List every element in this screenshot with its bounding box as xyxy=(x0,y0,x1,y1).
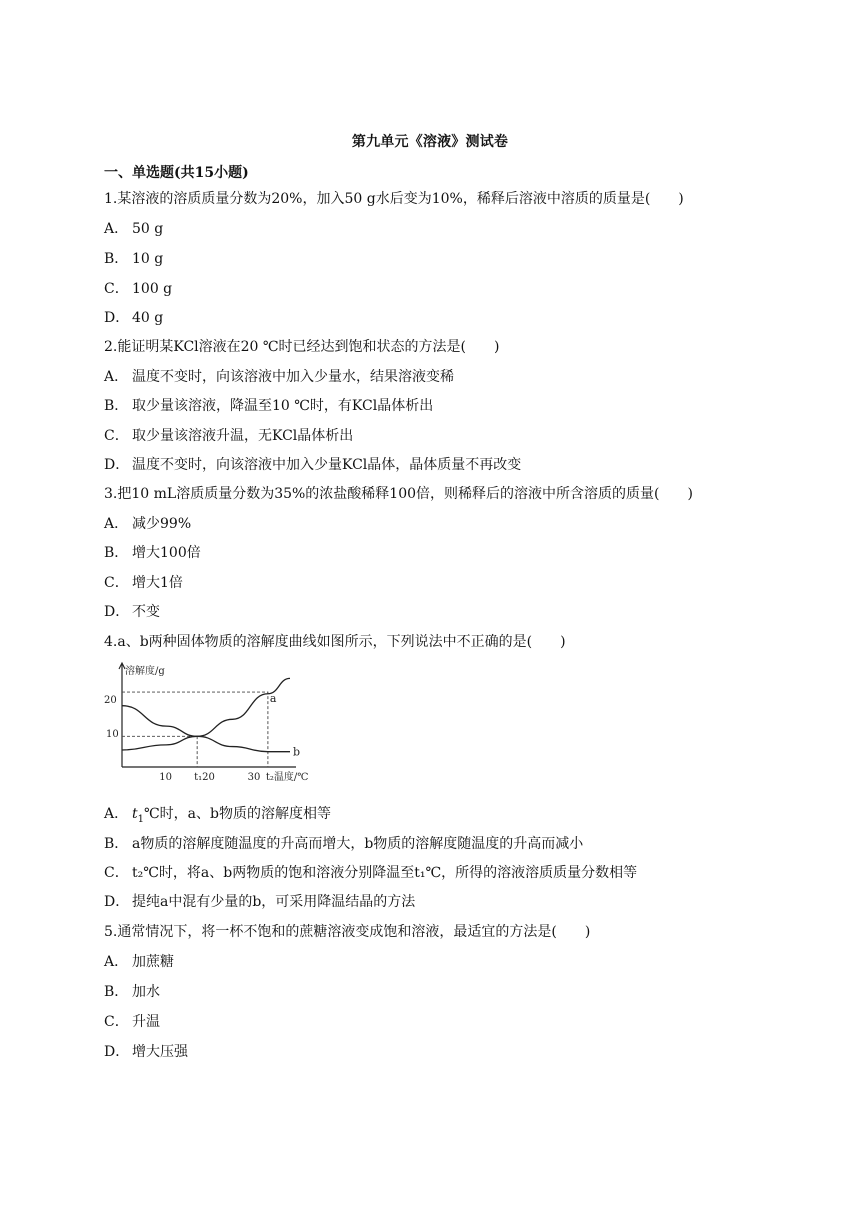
x-tick-label: t₂ xyxy=(265,772,274,783)
option-letter: A． xyxy=(104,369,129,385)
question-4-option-b[interactable] xyxy=(104,835,583,853)
question-5-stem: 5.通常情况下，将一杯不饱和的蔗糖溶液变成饱和溶液，最适宜的方法是( ) xyxy=(104,924,591,940)
option-text: 不变 xyxy=(132,604,160,620)
question-5-option-a[interactable] xyxy=(104,953,174,971)
t1-guide xyxy=(122,736,197,767)
t2-guide xyxy=(122,692,268,767)
question-1-option-c[interactable] xyxy=(104,280,172,298)
option-letter: C． xyxy=(104,428,129,444)
option-text: ℃时，a、b物质的溶解度相等 xyxy=(144,806,331,822)
question-2-option-c[interactable] xyxy=(104,427,353,445)
y-axis-label: 溶解度/g xyxy=(125,666,165,677)
option-letter: C． xyxy=(104,281,129,297)
question-5-option-b[interactable] xyxy=(104,983,160,1001)
question-3-stem: 3.把10 mL溶质质量分数为35%的浓盐酸稀释100倍，则稀释后的溶液中所含溶质的质量( ) xyxy=(104,486,693,502)
option-text: 提纯a中混有少量的b，可采用降温结晶的方法 xyxy=(132,894,416,910)
option-letter: B． xyxy=(104,836,129,852)
chart-axes xyxy=(104,663,308,783)
question-2-option-d[interactable] xyxy=(104,456,521,474)
option-text: 10 g xyxy=(132,251,164,267)
option-letter: B． xyxy=(104,251,129,267)
question-4-option-c[interactable] xyxy=(104,864,637,882)
series-b-curve xyxy=(122,706,290,752)
option-letter: B． xyxy=(104,984,129,1000)
question-2-option-b[interactable] xyxy=(104,397,433,415)
question-1-option-d[interactable] xyxy=(104,309,163,327)
question-4-option-d[interactable] xyxy=(104,893,415,911)
solubility-chart xyxy=(98,660,309,792)
x-tick-label: t₁20 xyxy=(194,772,215,783)
option-letter: B． xyxy=(104,398,129,414)
option-letter: D． xyxy=(104,1044,130,1060)
option-letter: C． xyxy=(104,1014,129,1030)
chart-marks xyxy=(122,678,300,767)
x-axis-label: 温度/℃ xyxy=(273,772,309,783)
question-3-option-b[interactable] xyxy=(104,544,201,562)
option-letter: D． xyxy=(104,604,130,620)
option-text: 增大压强 xyxy=(132,1044,188,1060)
page-title: 第九单元《溶液》测试卷 xyxy=(351,134,509,150)
question-2-option-a[interactable] xyxy=(104,368,454,386)
question-1-stem: 1.某溶液的溶质质量分数为20%，加入50 g水后变为10%，稀释后溶液中溶质的质量是( ) xyxy=(104,191,684,207)
option-text: 升温 xyxy=(132,1014,160,1030)
option-variable: t xyxy=(132,806,138,822)
x-tick-label: 30 xyxy=(247,772,261,783)
question-3-option-c[interactable] xyxy=(104,574,183,592)
x-tick-label: 10 xyxy=(159,772,172,783)
option-text: 温度不变时，向该溶液中加入少量水，结果溶液变稀 xyxy=(132,369,454,385)
option-text: 温度不变时，向该溶液中加入少量KCl晶体，晶体质量不再改变 xyxy=(132,457,522,473)
option-text: 40 g xyxy=(132,310,164,326)
y-tick-label: 10 xyxy=(106,728,119,740)
question-4-option-a[interactable] xyxy=(104,805,331,829)
option-text: a物质的溶解度随温度的升高而增大，b物质的溶解度随温度的升高而减小 xyxy=(132,836,584,852)
option-text: 取少量该溶液，降温至10 ℃时，有KCl晶体析出 xyxy=(132,398,434,414)
question-3-option-a[interactable] xyxy=(104,515,191,533)
option-text: 50 g xyxy=(132,221,164,237)
option-letter: A． xyxy=(104,516,129,532)
option-text: t₂℃时，将a、b两物质的饱和溶液分别降温至t₁℃，所得的溶液溶质质量分数相等 xyxy=(132,865,638,881)
series-a-curve xyxy=(122,678,290,750)
option-text: 减少99% xyxy=(132,516,192,532)
series-b-label: b xyxy=(293,745,301,759)
option-subscript: 1 xyxy=(137,813,145,825)
option-text: 加水 xyxy=(132,984,160,1000)
option-text: 100 g xyxy=(132,281,173,297)
option-letter: C． xyxy=(104,575,129,591)
question-4-stem: 4.a、b两种固体物质的溶解度曲线如图所示，下列说法中不正确的是( ) xyxy=(104,634,566,650)
option-letter: D． xyxy=(104,894,130,910)
question-5-option-c[interactable] xyxy=(104,1013,160,1031)
option-letter: D． xyxy=(104,457,130,473)
option-letter: C． xyxy=(104,865,129,881)
question-1-option-a[interactable] xyxy=(104,220,163,238)
option-letter: A． xyxy=(104,221,129,237)
question-2-stem: 2.能证明某KCl溶液在20 ℃时已经达到饱和状态的方法是( ) xyxy=(104,339,500,355)
option-text: 取少量该溶液升温，无KCl晶体析出 xyxy=(132,428,354,444)
option-text: 加蔗糖 xyxy=(132,954,174,970)
option-letter: D． xyxy=(104,310,130,326)
option-text: 增大100倍 xyxy=(132,545,201,561)
question-3-option-d[interactable] xyxy=(104,603,160,621)
option-letter: A． xyxy=(104,806,129,822)
series-a-label: a xyxy=(269,692,277,706)
question-5-option-d[interactable] xyxy=(104,1043,188,1061)
section-heading: 一、单选题(共15小题) xyxy=(104,165,249,181)
option-letter: B． xyxy=(104,545,129,561)
y-tick-label: 20 xyxy=(104,694,117,706)
option-letter: A． xyxy=(104,954,129,970)
question-1-option-b[interactable] xyxy=(104,250,163,268)
option-text: 增大1倍 xyxy=(132,575,183,591)
